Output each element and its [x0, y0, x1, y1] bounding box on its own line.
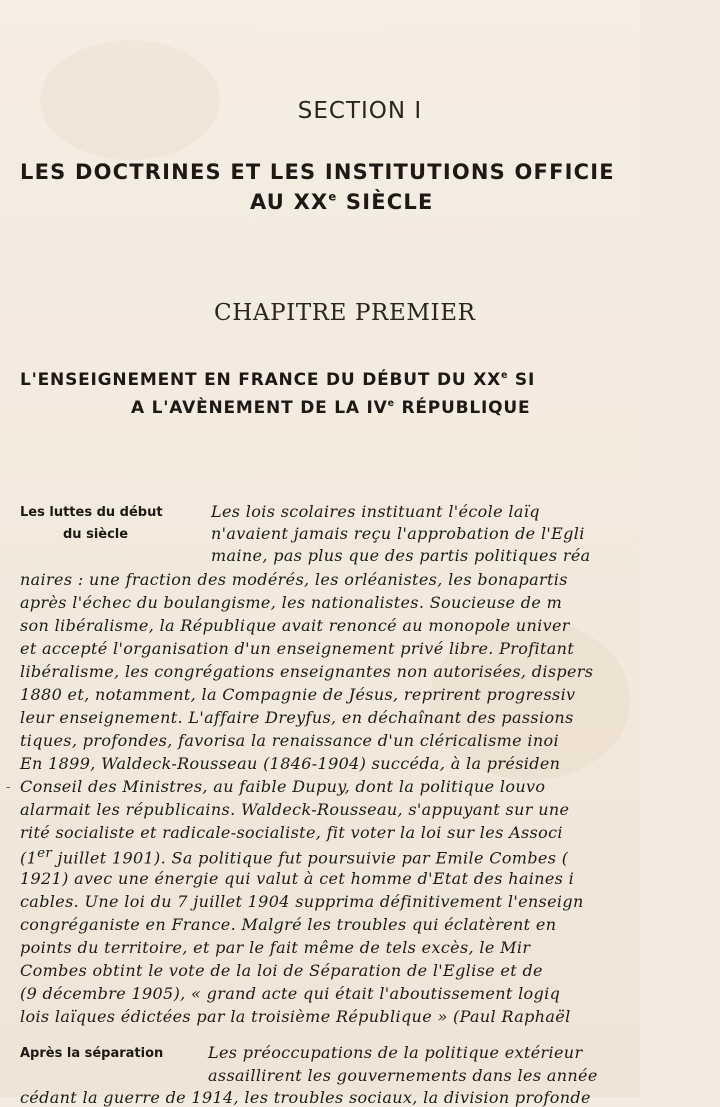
- chapter-subtitle-line-1: L'ENSEIGNEMENT EN FRANCE DU DÉBUT DU XXe SI: [20, 370, 536, 390]
- body-line: (9 décembre 1905), « grand acte qui était l'aboutissement logiq: [20, 984, 561, 1003]
- chapter-subtitle-line-2: A L'AVÈNEMENT DE LA IVe RÉPUBLIQUE: [131, 398, 531, 418]
- section-label: SECTION I: [297, 98, 423, 124]
- margin-note-1-line-2: du siècle: [63, 527, 129, 542]
- body-line: assaillirent les gouvernements dans les année: [208, 1066, 598, 1085]
- body-line: tiques, profondes, favorisa la renaissance d'un cléricalisme inoi: [20, 731, 559, 750]
- margin-note-2: Après la séparation: [20, 1046, 164, 1061]
- body-line: leur enseignement. L'affaire Dreyfus, en déchaînant des passions: [20, 708, 574, 727]
- body-line: maine, pas plus que des partis politiques réa: [211, 546, 591, 565]
- body-line: cables. Une loi du 7 juillet 1904 supprima définitivement l'enseign: [20, 892, 584, 911]
- body-line: naires : une fraction des modérés, les orléanistes, les bonapartis: [20, 570, 568, 589]
- section-title-line-1: LES DOCTRINES ET LES INSTITUTIONS OFFICIE: [20, 160, 615, 184]
- body-line: alarmait les républicains. Waldeck-Rousseau, s'appuyant sur une: [20, 800, 570, 819]
- body-line: 1921) avec une énergie qui valut à cet homme d'Etat des haines i: [20, 869, 575, 888]
- body-line: points du territoire, et par le fait même de tels excès, le Mir: [20, 938, 531, 957]
- body-line: lois laïques édictées par la troisième République » (Paul Raphaël: [20, 1007, 571, 1026]
- body-line: rité socialiste et radicale-socialiste, fit voter la loi sur les Associ: [20, 823, 563, 842]
- body-line: Les lois scolaires instituant l'école laïq: [211, 502, 540, 521]
- margin-note-1-line-1: Les luttes du début: [20, 505, 163, 520]
- body-line: Combes obtint le vote de la loi de Séparation de l'Eglise et de: [20, 961, 543, 980]
- body-line: son libéralisme, la République avait renoncé au monopole univer: [20, 616, 570, 635]
- chapter-heading: CHAPITRE PREMIER: [214, 300, 476, 326]
- body-line: Les préoccupations de la politique extérieur: [208, 1043, 583, 1062]
- body-line: 1880 et, notamment, la Compagnie de Jésus, reprirent progressiv: [20, 685, 576, 704]
- margin-dash-mark: -: [6, 780, 11, 794]
- body-line: cédant la guerre de 1914, les troubles sociaux, la division profonde: [20, 1088, 591, 1107]
- body-line: (1er juillet 1901). Sa politique fut poursuivie par Emile Combes (: [20, 846, 569, 868]
- body-line: congréganiste en France. Malgré les troubles qui éclatèrent en: [20, 915, 557, 934]
- body-line: n'avaient jamais reçu l'approbation de l'Egli: [211, 524, 585, 543]
- body-line: Conseil des Ministres, au faible Dupuy, dont la politique louvo: [20, 777, 546, 796]
- body-line: après l'échec du boulangisme, les nationalistes. Soucieuse de m: [20, 593, 563, 612]
- body-line: En 1899, Waldeck-Rousseau (1846-1904) succéda, à la présiden: [20, 754, 561, 773]
- body-line: libéralisme, les congrégations enseignantes non autorisées, dispers: [20, 662, 594, 681]
- section-title-line-2: AU XXe SIÈCLE: [250, 189, 434, 214]
- body-line: et accepté l'organisation d'un enseignement privé libre. Profitant: [20, 639, 575, 658]
